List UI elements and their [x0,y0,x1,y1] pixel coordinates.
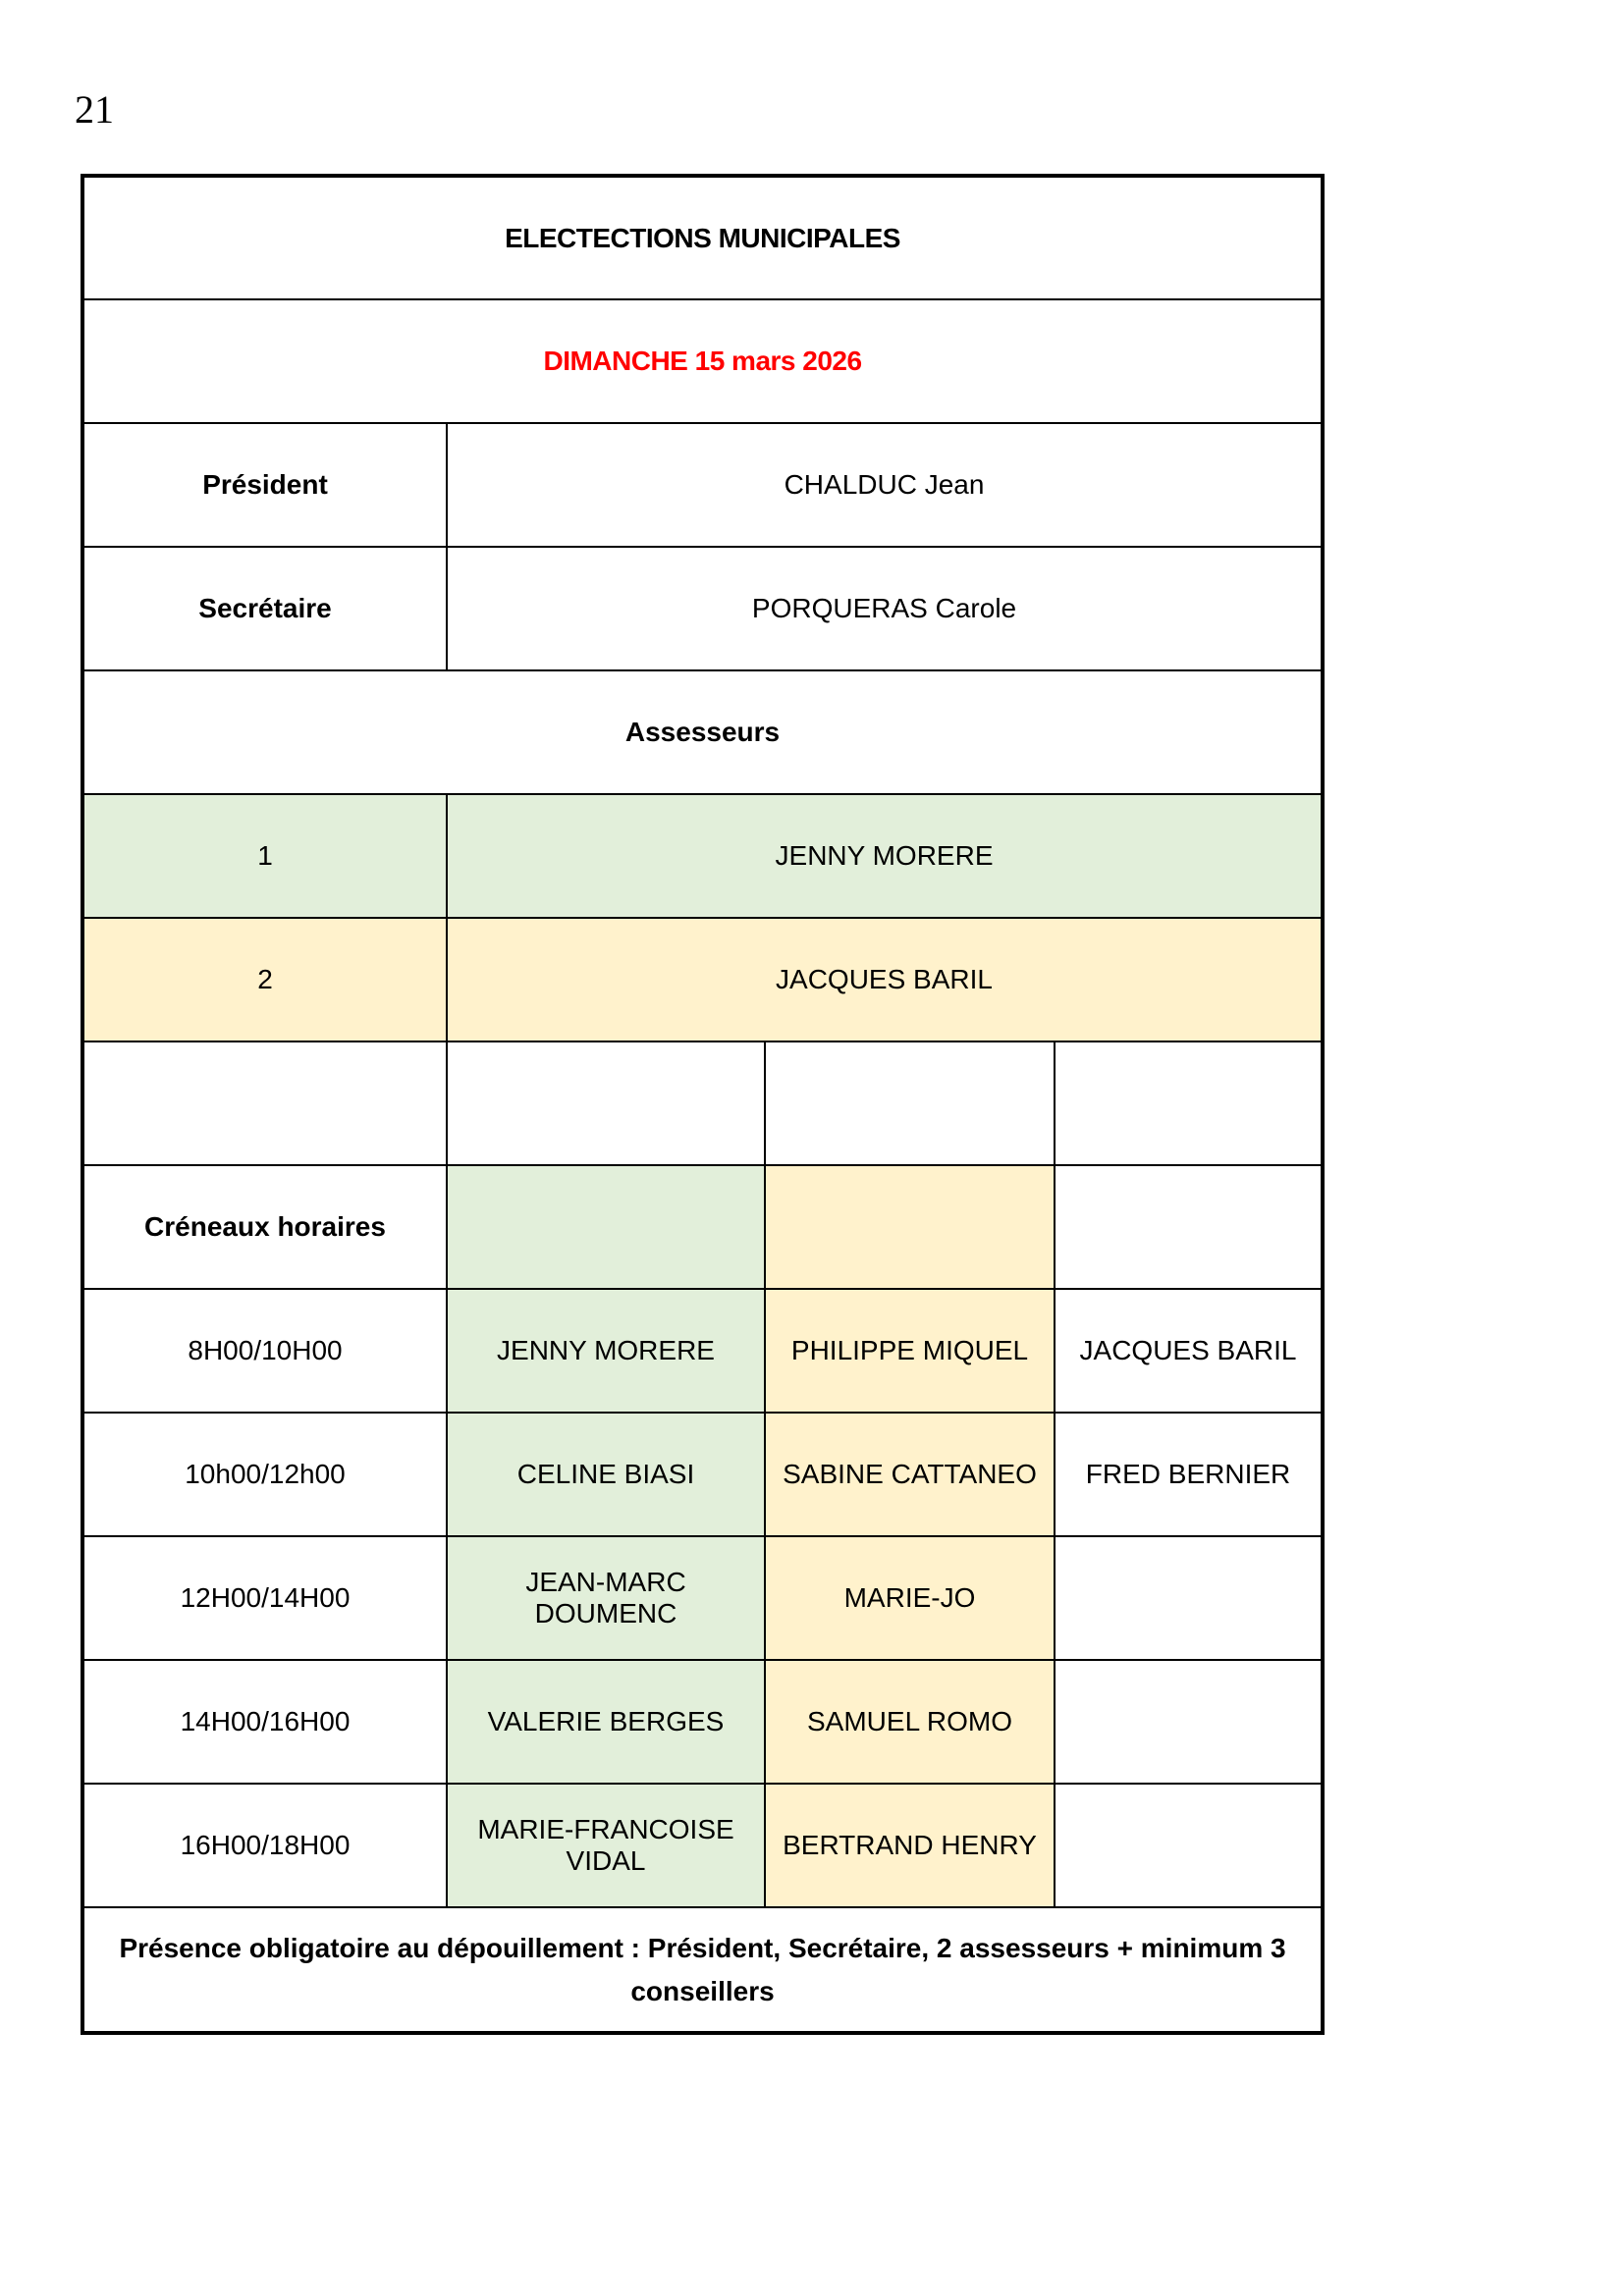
assessor-number: 2 [82,918,447,1041]
slot-row [82,1660,1323,1784]
slots-header-label: Créneaux horaires [82,1165,447,1289]
slot-assessor1-cell: JENNY MORERE [447,1289,765,1413]
assessors-header: Assesseurs [82,670,1323,794]
spacer-row [82,1041,1323,1165]
mandatory-presence-note: Présence obligatoire au dépouillement : Président, Secrétaire, 2 assesseurs + minimum 3 conseillers [82,1907,1323,2033]
slot-assessor2-cell: PHILIPPE MIQUEL [765,1289,1055,1413]
assessor-name: JACQUES BARIL [447,918,1323,1041]
president-name: CHALDUC Jean [447,423,1323,547]
assessor-name: JENNY MORERE [447,794,1323,918]
empty-cell [765,1041,1055,1165]
secretary-label: Secrétaire [82,547,447,670]
slot-time-cell: 14H00/16H00 [82,1660,447,1784]
slot-extra-cell: JACQUES BARIL [1055,1289,1323,1413]
slot-time-cell: 16H00/18H00 [82,1784,447,1907]
assessor2-column-swatch [765,1165,1055,1289]
slots-header-row [82,1165,1323,1289]
president-row [82,423,1323,547]
footer-row [82,1907,1323,2033]
slot-assessor1-cell: JEAN-MARC DOUMENC [447,1536,765,1660]
slot-extra-cell [1055,1784,1323,1907]
election-date: DIMANCHE 15 mars 2026 [82,299,1323,423]
slot-time-cell: 8H00/10H00 [82,1289,447,1413]
slot-row [82,1413,1323,1536]
slot-extra-cell: FRED BERNIER [1055,1413,1323,1536]
assessor-row [82,794,1323,918]
empty-cell [1055,1165,1323,1289]
assessor1-column-swatch [447,1165,765,1289]
assessor-row [82,918,1323,1041]
slot-row [82,1536,1323,1660]
slot-assessor2-cell: SABINE CATTANEO [765,1413,1055,1536]
page-number: 21 [75,87,114,132]
slot-extra-cell [1055,1660,1323,1784]
elections-table [81,174,1325,2035]
slot-row [82,1784,1323,1907]
title-row [82,176,1323,299]
secretary-name: PORQUERAS Carole [447,547,1323,670]
slot-time-cell: 10h00/12h00 [82,1413,447,1536]
slot-assessor1-cell: CELINE BIASI [447,1413,765,1536]
slot-extra-cell [1055,1536,1323,1660]
slot-assessor2-cell: BERTRAND HENRY [765,1784,1055,1907]
slot-assessor2-cell: MARIE-JO [765,1536,1055,1660]
assessors-header-row [82,670,1323,794]
slot-time-cell: 12H00/14H00 [82,1536,447,1660]
empty-cell [82,1041,447,1165]
president-label: Président [82,423,447,547]
empty-cell [447,1041,765,1165]
slot-assessor1-cell: MARIE-FRANCOISE VIDAL [447,1784,765,1907]
slot-assessor1-cell: VALERIE BERGES [447,1660,765,1784]
slot-assessor2-cell: SAMUEL ROMO [765,1660,1055,1784]
empty-cell [1055,1041,1323,1165]
slot-row [82,1289,1323,1413]
table-title: ELECTECTIONS MUNICIPALES [82,176,1323,299]
date-row [82,299,1323,423]
secretary-row [82,547,1323,670]
assessor-number: 1 [82,794,447,918]
